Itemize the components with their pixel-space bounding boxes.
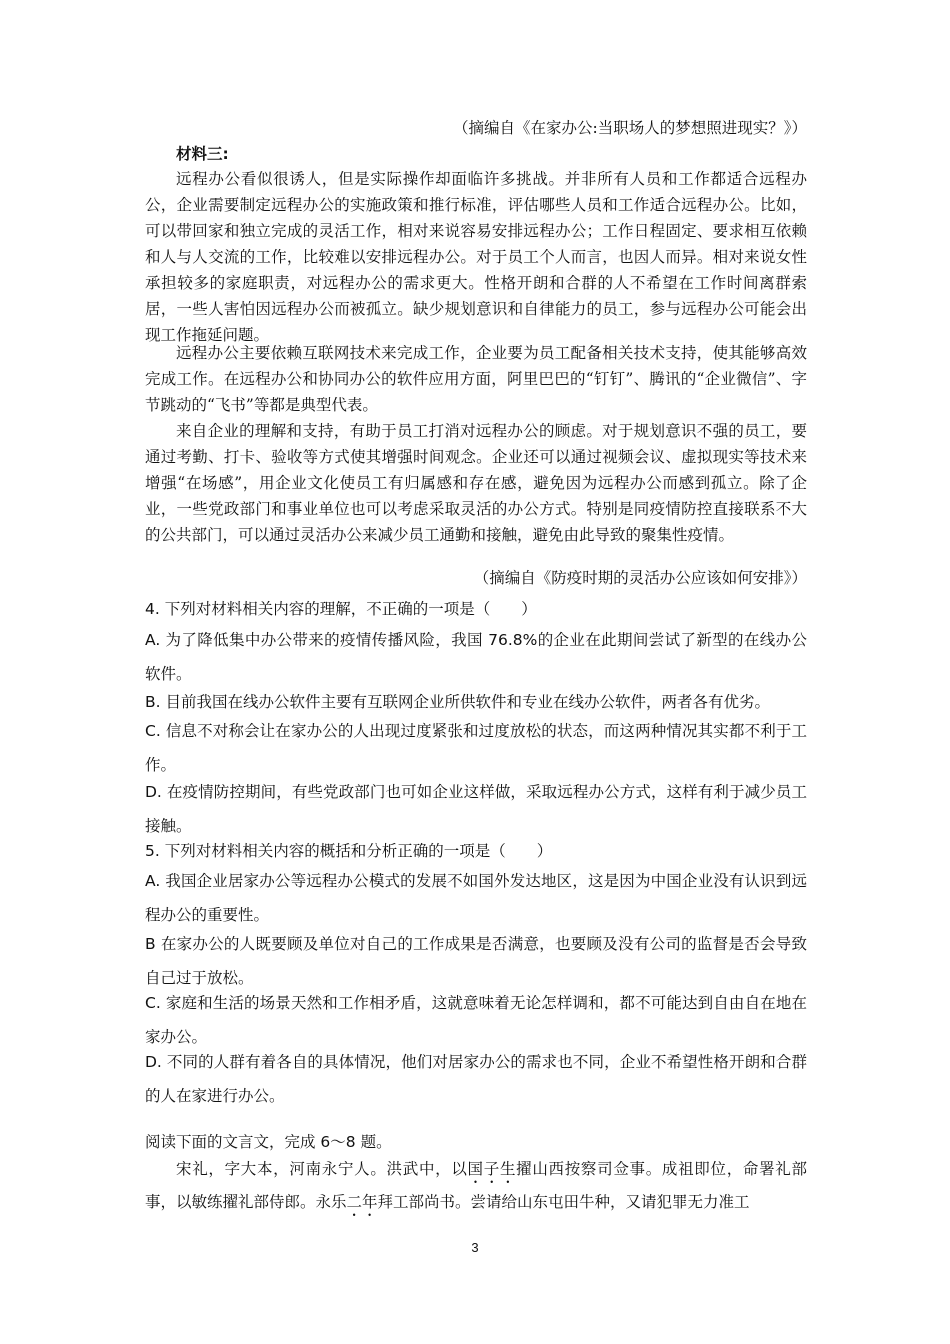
question-5-option-c: C. 家庭和生活的场景天然和工作相矛盾，这就意味着无论怎样调和，都不可能达到自由自在地在家办公。 [145,994,807,1046]
classical-reading-intro: 阅读下面的文言文，完成 6～8 题。 [145,1133,392,1151]
page-number: 3 [471,1240,479,1255]
question-5-option-a: A. 我国企业居家办公等远程办公模式的发展不如国外发达地区，这是因为中国企业没有认识到远程办公的重要性。 [145,872,807,924]
classical-text-paragraph [145,1154,807,1220]
question-4-stem: 4. 下列对材料相关内容的理解，不正确的一项是（ ） [145,600,537,618]
classical-text-emphasized-2: 二年 [346,1193,378,1211]
question-4-option-b: B. 目前我国在线办公软件主要有互联网企业所供软件和专业在线办公软件，两者各有优劣。 [145,693,770,711]
material3-paragraph-1: 远程办公看似很诱人，但是实际操作却面临许多挑战。并非所有人员和工作都适合远程办公，企业需要制定远程办公的实施政策和推行标准，评估哪些人员和工作适合远程办公。比如，可以带回家和独立完成的灵活工作，相对来说容易安排远程办公；工作日程固定、要求相互依赖和人与人交流的工作，比较难以安排远程办公。对于员工个人而言，也因人而异。相对来说女性承担较多的家庭职责，对远程办公的需求更大。性格开朗和合群的人不希望在工作时间离群索居，一些人害怕因远程办公而被孤立。缺少规划意识和自律能力的员工，参与远程办公可能会出现工作拖延问题。 [145,170,807,344]
question-5-stem: 5. 下列对材料相关内容的概括和分析正确的一项是（ ） [145,842,553,860]
question-4-option-d: D. 在疫情防控期间，有些党政部门也可如企业这样做，采取远程办公方式，这样有利于减少员工接触。 [145,783,807,835]
classical-text-part-1: 宋礼，字大本，河南永宁人。洪武中，以 [176,1160,468,1178]
question-4-option-c: C. 信息不对称会让在家办公的人出现过度紧张和过度放松的状态，而这两种情况其实都不利于工作。 [145,722,807,774]
question-4-option-a: A. 为了降低集中办公带来的疫情传播风险，我国 76.8%的企业在此期间尝试了新型的在线办公软件。 [145,631,807,683]
classical-text-part-2: 擢山西按察司佥事。成祖即位，命署礼部事，以敏练擢礼部侍郎。永乐 [145,1160,807,1211]
question-5-option-d: D. 不同的人群有着各自的具体情况，他们对居家办公的需求也不同，企业不希望性格开朗和合群的人在家进行办公。 [145,1053,807,1105]
classical-text-emphasized-1: 国子生 [467,1160,517,1178]
source-citation-2: （摘编自《防疫时期的灵活办公应该如何安排》） [473,569,807,587]
material3-paragraph-2: 远程办公主要依赖互联网技术来完成工作，企业要为员工配备相关技术支持，使其能够高效完成工作。在远程办公和协同办公的软件应用方面，阿里巴巴的“钉钉”、腾讯的“企业微信”、字节跳动的“飞书”等都是典型代表。 [145,344,807,414]
material3-heading: 材料三: [176,145,229,163]
classical-text-part-3: 拜工部尚书。尝请给山东屯田牛种，又请犯罪无力准工 [377,1193,750,1211]
question-5-option-b: B 在家办公的人既要顾及单位对自己的工作成果是否满意，也要顾及没有公司的监督是否会导致自己过于放松。 [145,935,807,987]
source-citation-1: （摘编自《在家办公:当职场人的梦想照进现实？》） [453,119,807,137]
material3-paragraph-3: 来自企业的理解和支持，有助于员工打消对远程办公的顾虑。对于规划意识不强的员工，要通过考勤、打卡、验收等方式使其增强时间观念。企业还可以通过视频会议、虚拟现实等技术来增强“在场感”，用企业文化使员工有归属感和存在感，避免因为远程办公而感到孤立。除了企业，一些党政部门和事业单位也可以考虑采取灵活的办公方式。特别是同疫情防控直接联系不大的公共部门，可以通过灵活办公来减少员工通勤和接触，避免由此导致的聚集性疫情。 [145,422,807,544]
